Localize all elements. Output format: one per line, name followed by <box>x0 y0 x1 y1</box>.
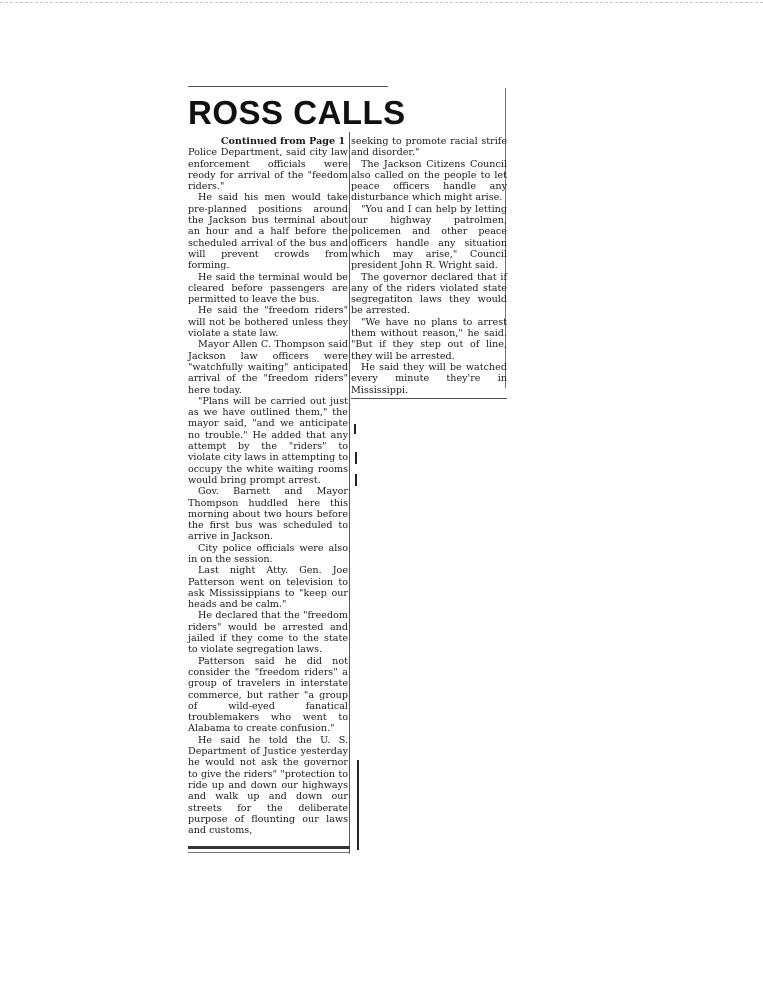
paragraph: The Jackson Citizens Council also called on the people to let peace officers handle any disturbance which might arise. <box>351 158 507 204</box>
column-2 <box>351 136 507 396</box>
paragraph: Last night Atty. Gen. Joe Patterson went on television to ask Mississippians to "keep our heads and be calm." <box>188 565 348 611</box>
paragraph: Police Department, said city law enforcement officials were reody for arrival of the "feedom riders." <box>188 147 348 193</box>
column-divider <box>349 132 350 854</box>
headline: ROSS CALLS <box>188 94 406 131</box>
paragraph: He said the "freedom riders" will not be bothered unless they violate a state law. <box>188 305 348 340</box>
continued-line: Continued from Page 1 <box>220 136 346 147</box>
scan-mark <box>354 424 356 434</box>
scan-mark <box>355 474 357 486</box>
paragraph: seeking to promote racial strife and disorder." <box>351 136 507 159</box>
paragraph: He said his men would take pre-planned positions around the Jackson bus terminal about an hour and a half before the scheduled arrival of the bus and will prevent crowds from forming. <box>188 192 348 272</box>
scan-mark <box>355 452 357 464</box>
paragraph: "We have no plans to arrest them without reason," he said. "But if they step out of line, they will be arrested. <box>351 316 507 362</box>
newspaper-clipping <box>180 80 510 860</box>
paragraph: He declared that the "freedom riders" would be arrested and jailed if they come to the state to violate segregation laws. <box>188 610 348 656</box>
bottom-rule <box>188 852 350 853</box>
paragraph: City police officials were also in on the session. <box>188 542 348 565</box>
scan-mark <box>357 760 359 850</box>
paragraph: Mayor Allen C. Thompson said Jackson law officers were "watchfully waiting" anticipated arrival of the "freedom riders" here today. <box>188 339 348 396</box>
paragraph: The governor declared that if any of the riders violated state segregatiton laws they would be arrested. <box>351 271 507 317</box>
paragraph: "You and I can help by letting our highway patrolmen, policemen and other peace officers handle any situation which may arise," Council president John R. Wright said. <box>351 203 507 272</box>
top-rule <box>188 86 388 87</box>
column-1 <box>188 136 348 836</box>
paragraph: Gov. Barnett and Mayor Thompson huddled here this morning about two hours before the first bus was scheduled to arrive in Jackson. <box>188 486 348 543</box>
paragraph: Patterson said he did not consider the "freedom riders" a group of travelers in interstate commerce, but rather "a group of wild-eyed fanatical troublemakers who went to Alabama to create confusion." <box>188 655 348 735</box>
bottom-border <box>188 846 350 849</box>
paragraph: He said they will be watched every minute they're in Mississippi. <box>351 361 507 396</box>
paragraph: "Plans will be carried out just as we have outlined them," the mayor said, "and we anticipate no trouble." He added that any attempt by the "riders" to violate city laws in attempting to occupy the white waiting rooms would bring prompt arrest. <box>188 395 348 486</box>
page-top-dashed-border <box>0 2 763 3</box>
article-end-rule <box>351 398 507 399</box>
paragraph: He said the terminal would be cleared before passengers are permitted to leave the bus. <box>188 271 348 306</box>
paragraph: He said he told the U. S. Department of Justice yesterday he would not ask the governor to give the riders" "protection to ride up and down our highways and walk up and down our streets for the deliberate purpose of flounting our laws and customs, <box>188 734 348 837</box>
